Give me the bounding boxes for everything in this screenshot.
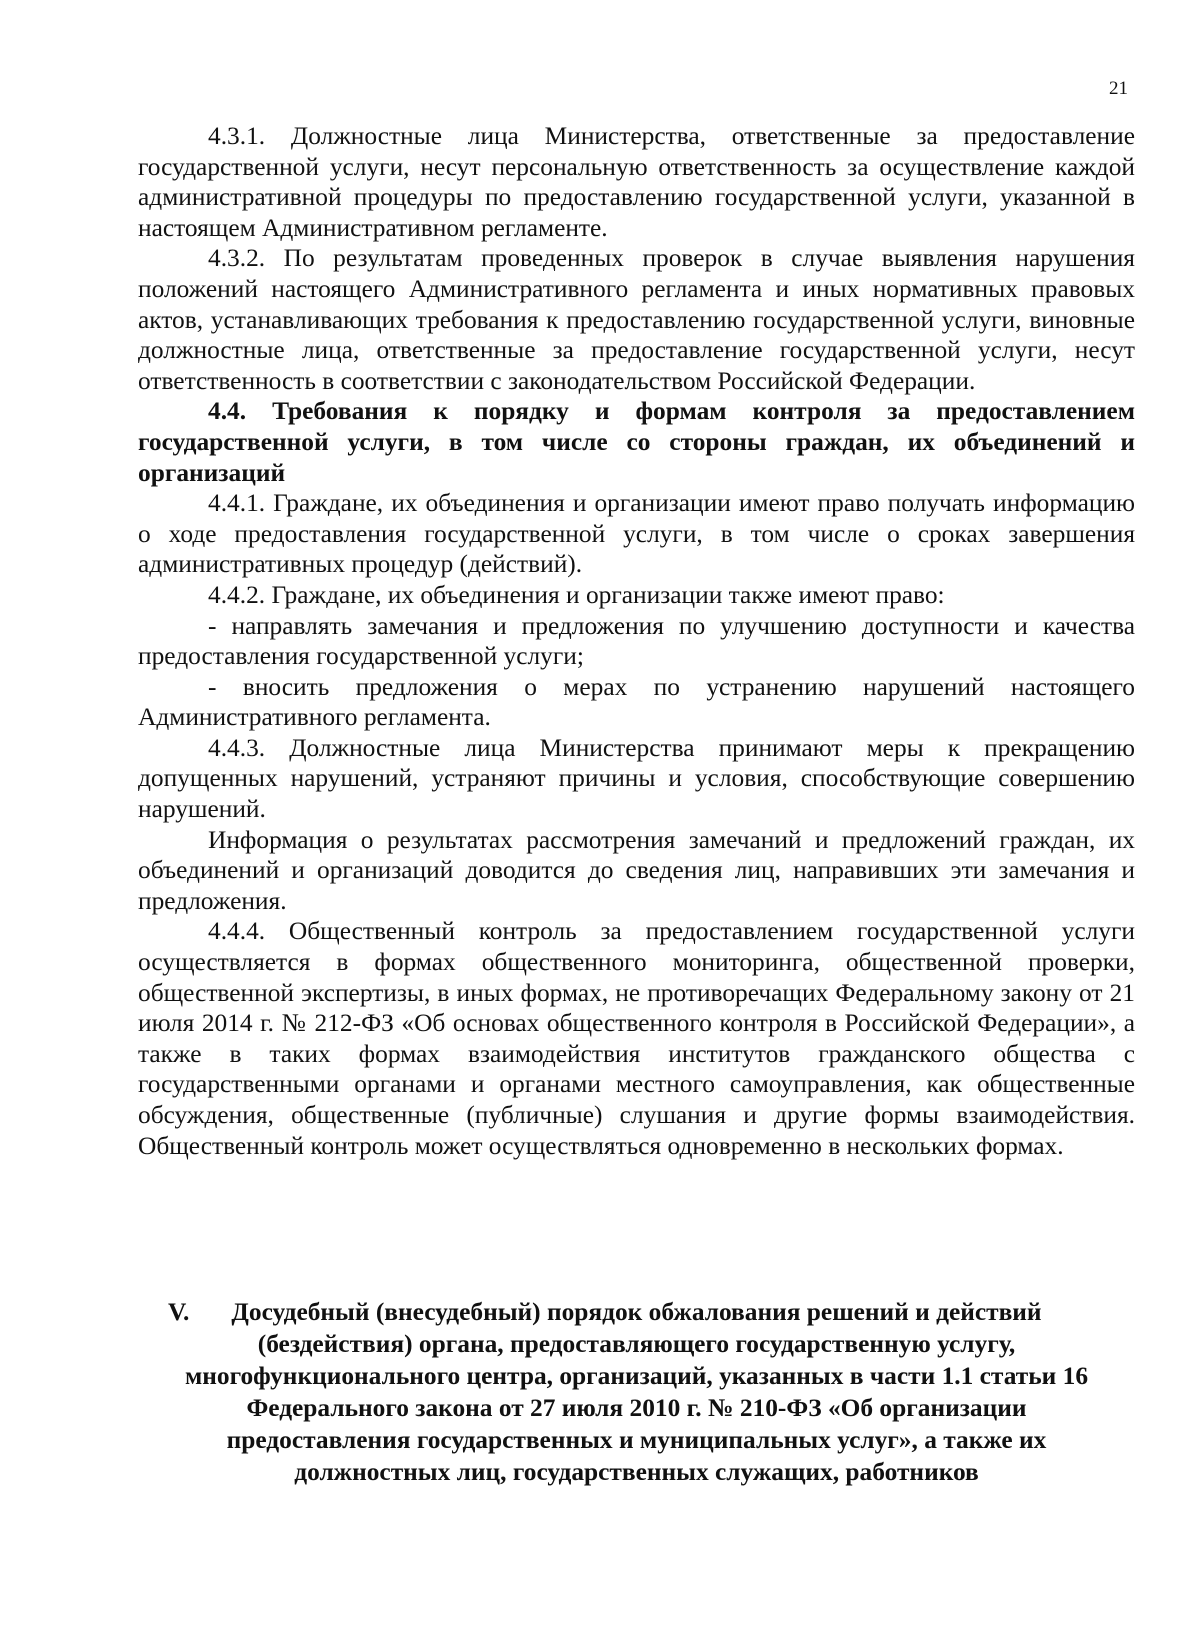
section-heading-line: Федерального закона от 27 июля 2010 г. № 210-ФЗ «Об организации (246, 1394, 1027, 1422)
paragraph-4-3-1: 4.3.1. Должностные лица Министерства, ответственные за предоставление государственной услуги, несут персональную ответственность за осуществление каждой административной процедуры по предоставлению государственной услуги, указанной в настоящем Административном регламенте. (138, 122, 1135, 242)
paragraph-4-3-2: 4.3.2. По результатам проведенных проверок в случае выявления нарушения положений настоящего Административного регламента и иных нормативных правовых актов, устанавливающих требования к предоставлению государственной услуги, виновные должностные лица, ответственные за предоставление государственной услуги, несут ответственность в соответствии с законодательством Российской Федерации. (138, 244, 1135, 395)
paragraph-4-4-3: 4.4.3. Должностные лица Министерства принимают меры к прекращению допущенных нарушений, устраняют причины и условия, способствующие совершению нарушений. (138, 733, 1135, 824)
paragraph-4-4-1: 4.4.1. Граждане, их объединения и организации имеют право получать информацию о ходе предоставления государственной услуги, в том числе о сроках завершения административных процедур (действий). (138, 489, 1135, 579)
page-number: 21 (1109, 78, 1128, 99)
section-heading-line: предоставления государственных и муниципальных услуг», а также их (226, 1426, 1047, 1454)
paragraph-information: Информация о результатах рассмотрения замечаний и предложений граждан, их объединений и организаций доводится до сведения лиц, направивших эти замечания и предложения. (138, 825, 1135, 915)
section-heading-line: Досудебный (внесудебный) порядок обжалования решений и действий (231, 1298, 1042, 1326)
section-heading-line: должностных лиц, государственных служащих, работников (294, 1458, 979, 1486)
section-numeral: V. (168, 1298, 190, 1326)
document-body (138, 121, 1135, 1161)
list-item-proposals: - вносить предложения о мерах по устранению нарушений настоящего Административного регламента. (138, 672, 1135, 732)
subsection-heading-4-4: 4.4. Требования к порядку и формам контроля за предоставлением государственной услуги, в том числе со стороны граждан, их объединений и организаций (138, 397, 1135, 487)
section-heading-line: (бездействия) органа, предоставляющего государственную услугу, (257, 1330, 1016, 1358)
paragraph-4-4-2: 4.4.2. Граждане, их объединения и организации также имеют право: (208, 580, 945, 609)
list-item-remarks: - направлять замечания и предложения по улучшению доступности и качества предоставления государственной услуги; (138, 611, 1135, 671)
section-heading-line: многофункционального центра, организаций, указанных в части 1.1 статьи 16 (184, 1362, 1089, 1390)
section-v-heading (138, 1296, 1135, 1488)
paragraph-4-4-4: 4.4.4. Общественный контроль за предоставлением государственной услуги осуществляется в формах общественного мониторинга, общественной проверки, общественной экспертизы, в иных формах, не противоречащих Федеральному закону от 21 июля 2014 г. № 212-ФЗ «Об основах общественного контроля в Российской Федерации», а также в таких формах взаимодействия институтов гражданского общества с государственными органами и органами местного самоуправления, как общественные обсуждения, общественные (публичные) слушания и другие формы взаимодействия. Общественный контроль может осуществляться одновременно в нескольких формах. (138, 917, 1135, 1160)
